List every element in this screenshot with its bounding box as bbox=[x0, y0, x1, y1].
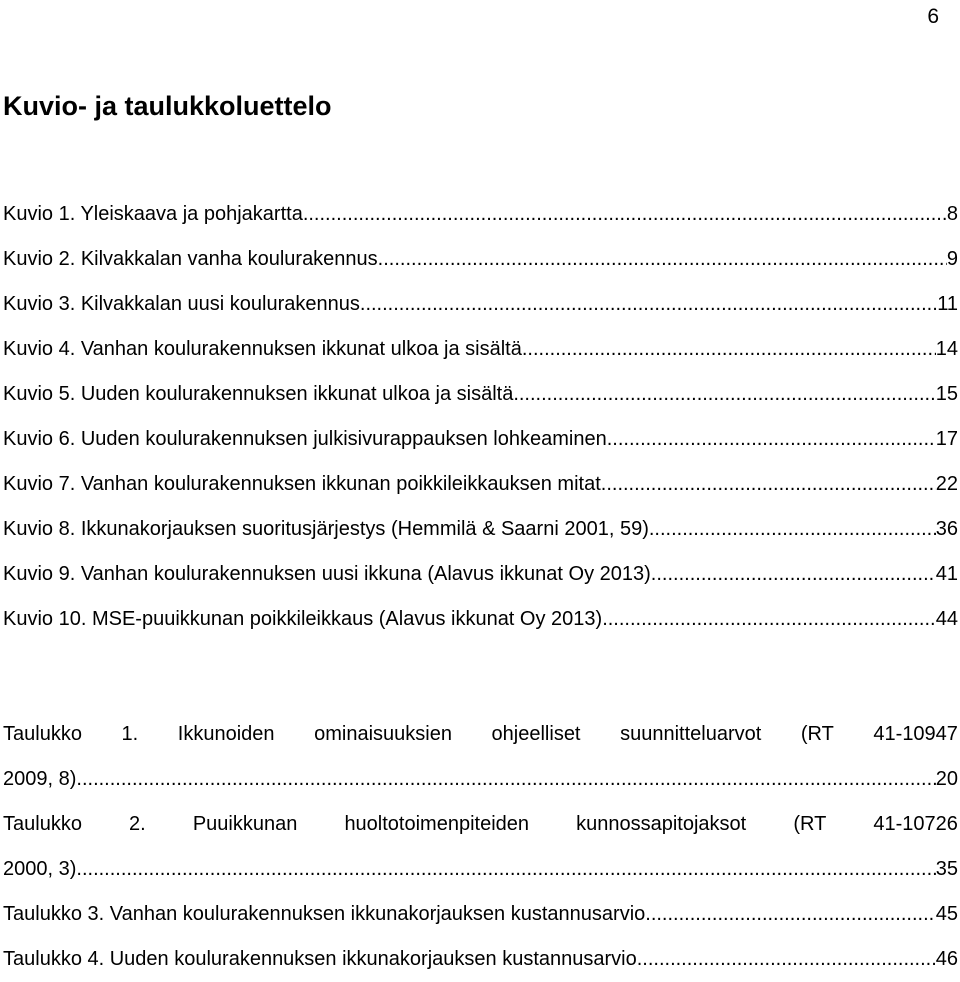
dot-leader bbox=[651, 892, 936, 937]
table-page-number: 20 bbox=[935, 768, 958, 790]
figure-entry-4[interactable] bbox=[3, 327, 960, 372]
figure-entry-10[interactable] bbox=[3, 597, 960, 642]
figure-page-number: 22 bbox=[935, 473, 958, 495]
figure-page-number: 15 bbox=[935, 383, 958, 405]
figure-entry-8[interactable] bbox=[3, 507, 960, 552]
table-title-word: Taulukko bbox=[3, 813, 82, 835]
figure-title: Kuvio 8. Ikkunakorjauksen suoritusjärjestys (Hemmilä & Saarni 2001, 59). bbox=[3, 518, 655, 540]
table-title: Taulukko 4. Uuden koulurakennuksen ikkunakorjauksen kustannusarvio. bbox=[3, 948, 643, 970]
figure-page-number: 17 bbox=[935, 428, 958, 450]
table-title-word: 2. bbox=[129, 813, 146, 835]
figure-title: Kuvio 6. Uuden koulurakennuksen julkisivurappauksen lohkeaminen. bbox=[3, 428, 613, 450]
table-title-word: suunnitteluarvot bbox=[620, 723, 762, 745]
table-list bbox=[3, 712, 960, 982]
figure-page-number: 36 bbox=[935, 518, 958, 540]
dot-leader bbox=[654, 507, 935, 552]
figure-page-number: 14 bbox=[935, 338, 958, 360]
figure-list bbox=[3, 192, 960, 642]
figure-title: Kuvio 5. Uuden koulurakennuksen ikkunat ulkoa ja sisältä. bbox=[3, 383, 519, 405]
table-title-second-line bbox=[3, 757, 960, 802]
dot-leader bbox=[608, 597, 936, 642]
figure-entry-2[interactable] bbox=[3, 237, 960, 282]
table-title-continuation: 2009, 8). bbox=[3, 768, 82, 790]
dot-leader bbox=[606, 462, 935, 507]
table-title-word: 41-10947 bbox=[873, 723, 958, 745]
dot-leader bbox=[527, 327, 935, 372]
table-title-word: Taulukko bbox=[3, 723, 82, 745]
table-page-number: 46 bbox=[935, 948, 958, 970]
dot-leader bbox=[656, 552, 935, 597]
table-title-word: 1. bbox=[121, 723, 139, 745]
dot-leader bbox=[519, 372, 936, 417]
table-title-continuation: 2000, 3). bbox=[3, 858, 82, 880]
table-title-first-line bbox=[3, 802, 960, 847]
page-title: Kuvio- ja taulukkoluettelo bbox=[3, 91, 332, 121]
figure-title: Kuvio 2. Kilvakkalan vanha koulurakennus. bbox=[3, 248, 384, 270]
figure-title: Kuvio 3. Kilvakkalan uusi koulurakennus. bbox=[3, 293, 366, 315]
page-number: 6 bbox=[927, 5, 939, 28]
table-title-word: ominaisuuksien bbox=[314, 723, 452, 745]
dot-leader bbox=[642, 937, 935, 982]
figure-title: Kuvio 1. Yleiskaava ja pohjakartta. bbox=[3, 203, 309, 225]
table-title-second-line bbox=[3, 847, 960, 892]
table-title-word: huoltotoimenpiteiden bbox=[344, 813, 530, 835]
figure-entry-1[interactable] bbox=[3, 192, 960, 237]
figure-title: Kuvio 4. Vanhan koulurakennuksen ikkunat ulkoa ja sisältä. bbox=[3, 338, 528, 360]
figure-title: Kuvio 7. Vanhan koulurakennuksen ikkunan poikkileikkauksen mitat. bbox=[3, 473, 607, 495]
dot-leader bbox=[308, 192, 947, 237]
table-title-word: (RT bbox=[793, 813, 827, 835]
figure-page-number: 9 bbox=[946, 248, 958, 270]
figure-entry-9[interactable] bbox=[3, 552, 960, 597]
table-title-word: (RT bbox=[800, 723, 834, 745]
dot-leader bbox=[82, 757, 936, 802]
dot-leader bbox=[365, 282, 937, 327]
table-page-number: 45 bbox=[935, 903, 958, 925]
figure-title: Kuvio 9. Vanhan koulurakennuksen uusi ikkuna (Alavus ikkunat Oy 2013). bbox=[3, 563, 657, 585]
figure-page-number: 8 bbox=[946, 203, 958, 225]
figure-page-number: 11 bbox=[937, 293, 958, 315]
dot-leader bbox=[383, 237, 947, 282]
figure-entry-7[interactable] bbox=[3, 462, 960, 507]
table-entry-2[interactable] bbox=[3, 802, 960, 892]
figure-page-number: 44 bbox=[935, 608, 958, 630]
figure-entry-6[interactable] bbox=[3, 417, 960, 462]
figure-title: Kuvio 10. MSE-puuikkunan poikkileikkaus (Alavus ikkunat Oy 2013). bbox=[3, 608, 608, 630]
table-title-word: Ikkunoiden bbox=[177, 723, 275, 745]
table-title-word: 41-10726 bbox=[873, 813, 958, 835]
table-title-word: ohjeelliset bbox=[491, 723, 581, 745]
table-title-word: Puuikkunan bbox=[192, 813, 298, 835]
figure-entry-5[interactable] bbox=[3, 372, 960, 417]
table-title-first-line bbox=[3, 712, 960, 757]
table-entry-3[interactable] bbox=[3, 892, 960, 937]
table-entry-1[interactable] bbox=[3, 712, 960, 802]
table-title: Taulukko 3. Vanhan koulurakennuksen ikkunakorjauksen kustannusarvio. bbox=[3, 903, 651, 925]
table-title-word: kunnossapitojaksot bbox=[576, 813, 747, 835]
dot-leader bbox=[612, 417, 935, 462]
figure-entry-3[interactable] bbox=[3, 282, 960, 327]
table-entry-4[interactable] bbox=[3, 937, 960, 982]
figure-page-number: 41 bbox=[935, 563, 958, 585]
dot-leader bbox=[82, 847, 936, 892]
table-page-number: 35 bbox=[935, 858, 958, 880]
